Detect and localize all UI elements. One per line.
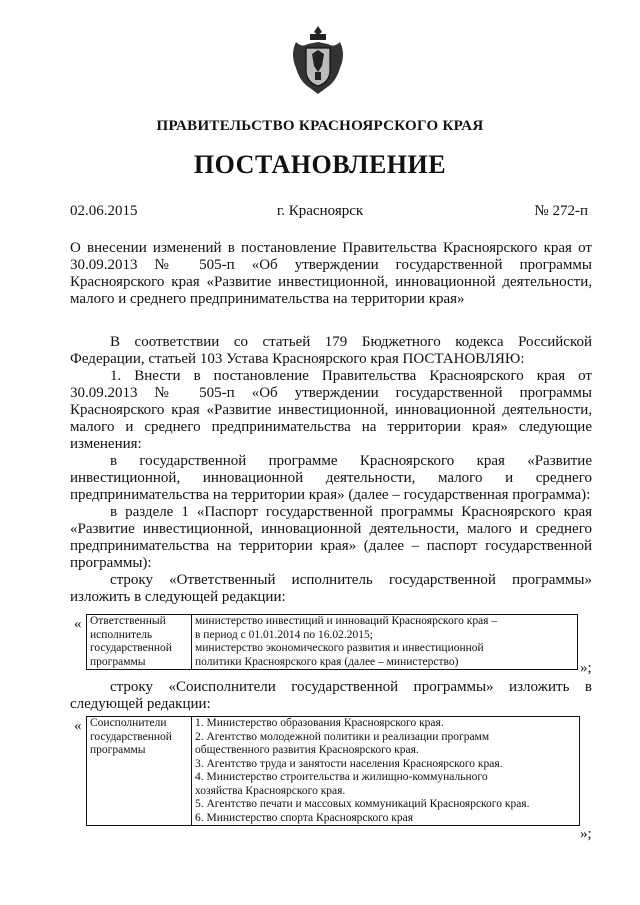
table-line: 6. Министерство спорта Красноярского края — [195, 811, 414, 824]
document-city: г. Красноярск — [276, 203, 364, 219]
quote-close-1: »; — [580, 660, 592, 676]
coexecutors-table — [86, 716, 580, 826]
paragraph-coexecutors-row: строку «Соисполнители государственной программы» изложить в следующей редакции: — [70, 679, 592, 712]
quote-open-1: « — [74, 616, 82, 632]
document-number: № 272-п — [534, 203, 588, 219]
table-line: 1. Министерство образования Красноярского края. — [195, 717, 444, 729]
table-line: 3. Агентство труда и занятости населения Красноярского края. — [195, 757, 503, 770]
table-cell-label: Ответственный исполнитель государственной программы — [87, 615, 192, 670]
quote-close-2: »; — [580, 826, 592, 842]
responsible-executor-table — [86, 614, 578, 670]
table-row — [87, 717, 580, 826]
table-line: 2. Агентство молодежной политики и реализации программ — [195, 730, 490, 743]
document-date: 02.06.2015 — [70, 203, 138, 219]
table-line: политики Красноярского края (далее – министерство) — [195, 655, 459, 668]
table-cell-value — [192, 615, 578, 670]
document-title: О внесении изменений в постановление Правительства Красноярского края от 30.09.2013 № 505-п «Об утверждении государственной программы Красноярского края «Развитие инвестиционной, инновационной деятельности, малого и среднего предпринимательства на территории края» — [70, 240, 592, 307]
body-block-2 — [70, 679, 592, 713]
quote-open-2: « — [74, 718, 82, 734]
paragraph-section-1: в разделе 1 «Паспорт государственной программы Красноярского края «Развитие инвестиционной, инновационной деятельности, малого и среднего предпринимательства на территории края» (далее – паспорт государственной программы): — [70, 504, 592, 571]
table-line: министерство экономического развития и инвестиционной — [195, 642, 484, 654]
table-line: в период с 01.01.2014 по 16.02.2015; — [195, 628, 373, 641]
table-line: хозяйства Красноярского края. — [195, 784, 346, 797]
coat-of-arms-icon — [290, 24, 346, 96]
table-line: общественного развития Красноярского края. — [195, 744, 419, 756]
table-line: министерство инвестиций и инноваций Красноярского края – — [195, 615, 498, 627]
table-cell-label: Соисполнители государственной программы — [87, 717, 192, 826]
body-block-1 — [70, 334, 592, 606]
table-cell-value — [192, 717, 580, 826]
government-name: ПРАВИТЕЛЬСТВО КРАСНОЯРСКОГО КРАЯ — [156, 118, 484, 134]
table-row — [87, 615, 578, 670]
table-line: 5. Агентство печати и массовых коммуникаций Красноярского края. — [195, 798, 530, 810]
table-line: 4. Министерство строительства и жилищно-коммунального — [195, 771, 488, 783]
paragraph-legal-basis: В соответствии со статьей 179 Бюджетного кодекса Российской Федерации, статьей 103 Устава Красноярского края ПОСТАНОВЛЯЮ: — [70, 334, 592, 367]
paragraph-amend: 1. Внести в постановление Правительства Красноярского края от 30.09.2013 № 505-п «Об утверждении государственной программы Красноярского края «Развитие инвестиционной, инновационной деятельности, малого и среднего предпринимательства на территории края» следующие изменения: — [70, 368, 592, 452]
document-type: ПОСТАНОВЛЕНИЕ — [193, 150, 447, 179]
paragraph-responsible-row: строку «Ответственный исполнитель государственной программы» изложить в следующей редакции: — [70, 572, 592, 605]
paragraph-program: в государственной программе Красноярского края «Развитие инвестиционной, инновационной деятельности, малого и среднего предпринимательства на территории края» (далее – государственная программа): — [70, 453, 592, 503]
